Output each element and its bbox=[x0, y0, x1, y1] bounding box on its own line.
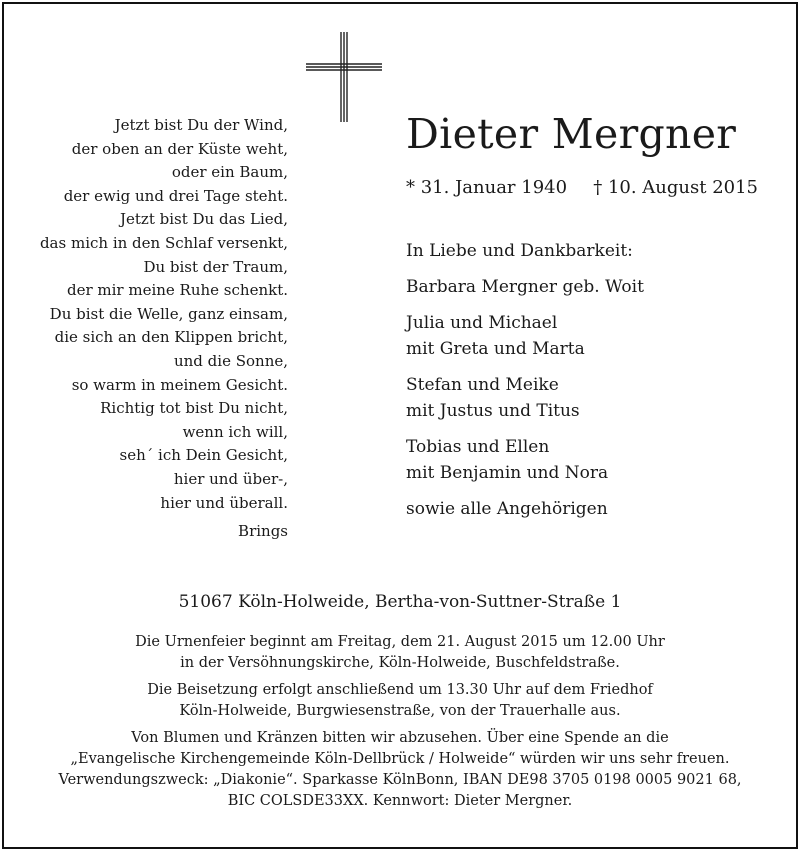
poem-author: Brings bbox=[238, 522, 288, 541]
poem-line: seh´ ich Dein Gesicht, bbox=[119, 446, 288, 465]
mourner-line: sowie alle Angehörigen bbox=[406, 499, 608, 519]
info-line: Die Beisetzung erfolgt anschließend um 13.30 Uhr auf dem Friedhof bbox=[147, 682, 653, 698]
poem-line: und die Sonne, bbox=[173, 351, 288, 370]
poem-line: hier und überall. bbox=[160, 493, 288, 512]
info-line: Verwendungszweck: „Diakonie“. Sparkasse KölnBonn, IBAN DE98 3705 0198 0005 9021 68, bbox=[58, 772, 742, 788]
mourner-group bbox=[406, 434, 766, 486]
poem-line: Du bist die Welle, ganz einsam, bbox=[49, 304, 288, 323]
info-line: Die Urnenfeier beginnt am Freitag, dem 21. August 2015 um 12.00 Uhr bbox=[135, 634, 665, 650]
info-line: Köln-Holweide, Burgwiesenstraße, von der Trauerhalle aus. bbox=[179, 703, 621, 719]
poem-line: die sich an den Klippen bricht, bbox=[54, 328, 288, 347]
family-address: 51067 Köln-Holweide, Bertha-von-Suttner-Straße 1 bbox=[178, 592, 622, 612]
info-line: BIC COLSDE33XX. Kennwort: Dieter Mergner. bbox=[227, 793, 573, 809]
deceased-name: Dieter Mergner bbox=[406, 110, 737, 158]
life-dates bbox=[406, 176, 758, 200]
burial-info bbox=[4, 680, 796, 722]
mourner-line: Tobias und Ellen bbox=[406, 437, 550, 457]
info-line: „Evangelische Kirchengemeinde Köln-Dellbrück / Holweide“ würden wir uns sehr freuen. bbox=[70, 751, 730, 767]
info-line: in der Versöhnungskirche, Köln-Holweide, Buschfeldstraße. bbox=[180, 655, 620, 671]
poem-line: hier und über-, bbox=[173, 469, 288, 488]
poem-line: der ewig und drei Tage steht. bbox=[63, 186, 288, 205]
info-line: Von Blumen und Kränzen bitten wir abzusehen. Über eine Spende an die bbox=[131, 730, 669, 746]
poem-line: wenn ich will, bbox=[182, 422, 288, 441]
mourner-line: Julia und Michael bbox=[406, 313, 558, 333]
mourner-line: mit Justus und Titus bbox=[406, 401, 580, 421]
mourner-group bbox=[406, 274, 766, 300]
poem-line: so warm in meinem Gesicht. bbox=[71, 375, 288, 394]
mourner-line: mit Benjamin und Nora bbox=[406, 463, 609, 483]
mourner-group bbox=[406, 496, 766, 522]
poem-line: Du bist der Traum, bbox=[143, 257, 288, 276]
obituary-notice bbox=[2, 2, 798, 849]
mourner-group bbox=[406, 310, 766, 362]
birth-date: * 31. Januar 1940 bbox=[406, 177, 568, 198]
donation-info bbox=[4, 728, 796, 812]
poem-line: oder ein Baum, bbox=[171, 163, 288, 182]
poem-line: der mir meine Ruhe schenkt. bbox=[66, 281, 288, 300]
mourner-line: Barbara Mergner geb. Woit bbox=[406, 277, 644, 297]
cross-icon bbox=[304, 30, 384, 124]
ceremony-info bbox=[4, 632, 796, 674]
mourner-group bbox=[406, 372, 766, 424]
poem-line: der oben an der Küste weht, bbox=[71, 139, 288, 158]
mourner-line: mit Greta und Marta bbox=[406, 339, 585, 359]
poem-line: Jetzt bist Du das Lied, bbox=[120, 210, 288, 229]
mourner-line: Stefan und Meike bbox=[406, 375, 559, 395]
poem bbox=[24, 114, 288, 544]
poem-line: das mich in den Schlaf versenkt, bbox=[39, 233, 288, 252]
mourners-intro: In Liebe und Dankbarkeit: bbox=[406, 241, 633, 261]
poem-line: Jetzt bist Du der Wind, bbox=[114, 116, 288, 134]
funeral-info bbox=[4, 632, 796, 818]
mourners-list bbox=[406, 238, 766, 532]
death-date: † 10. August 2015 bbox=[593, 177, 758, 198]
poem-line: Richtig tot bist Du nicht, bbox=[100, 399, 288, 418]
